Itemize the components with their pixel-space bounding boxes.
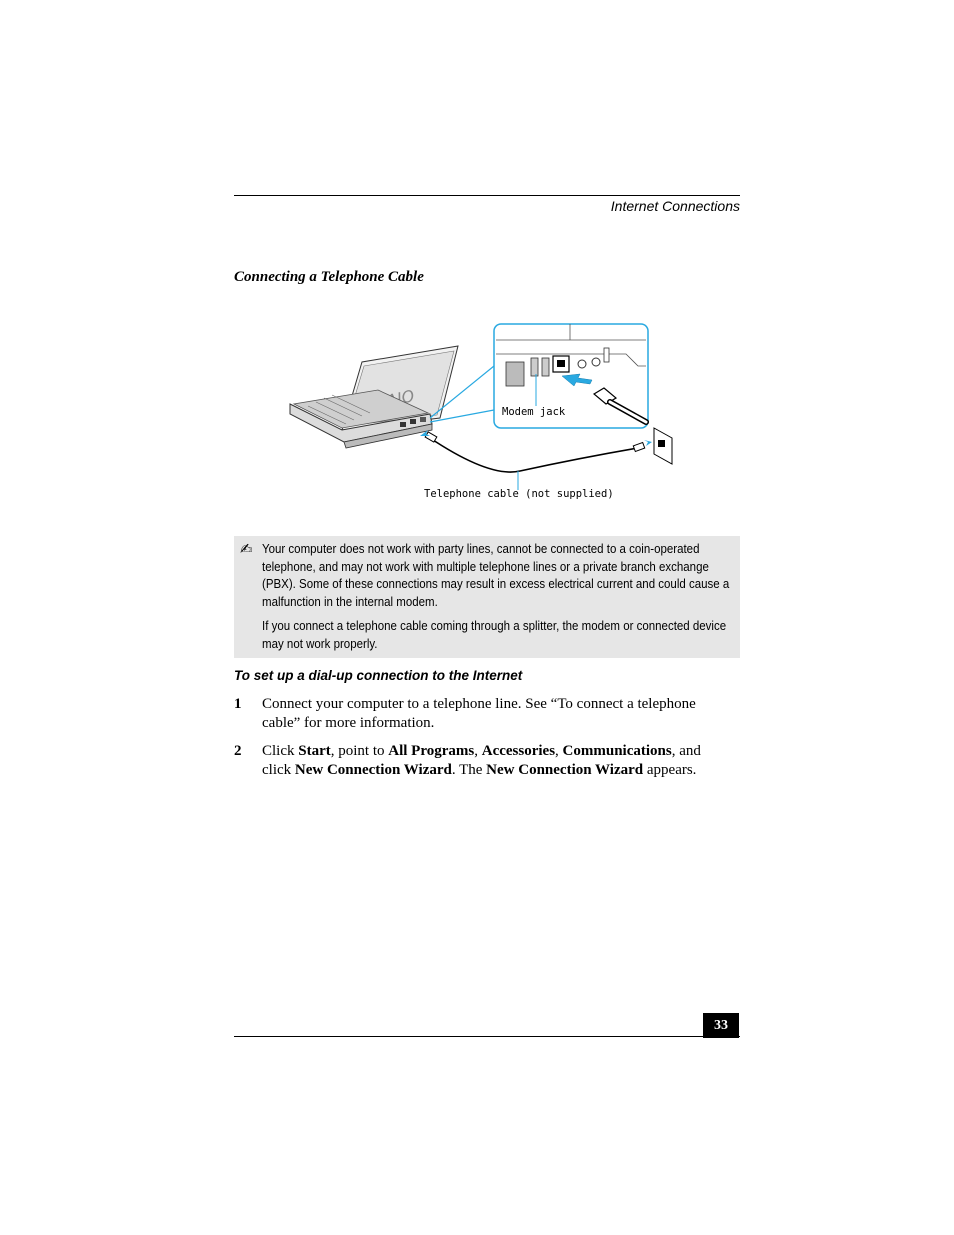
ui-term-all-programs: All Programs (388, 743, 475, 759)
footer-rule (234, 1036, 740, 1037)
step-text-part: Click (262, 743, 299, 759)
procedure-title: To set up a dial-up connection to the Internet (234, 668, 523, 683)
step-text-part: , point to (330, 743, 389, 759)
step-text-part: Connect your computer to a telephone line. See “To connect a telephone cable” for more information. (262, 696, 696, 731)
ui-term-communications: Communications (562, 743, 672, 759)
note-paragraph: Your computer does not work with party lines, cannot be connected to a coin-operated telephone, and may not work with multiple telephone lines or a private branch exchange (PBX). Some of these connections may result in excess electrical current and could cause a malfunction in the internal modem. (262, 542, 730, 609)
page-number: 33 (703, 1013, 739, 1038)
running-header: Internet Connections (610, 198, 740, 214)
note-pencil-icon: ✍ (240, 540, 253, 558)
ui-term-new-connection-wizard: New Connection Wizard (294, 762, 452, 778)
ui-term-accessories: Accessories (481, 743, 556, 759)
step-number: 1 (234, 696, 242, 712)
laptop-modem-diagram (280, 318, 680, 508)
section-title: Connecting a Telephone Cable (234, 269, 424, 285)
modem-jack-label: Modem jack (502, 406, 566, 418)
step-text-part: appears. (643, 762, 697, 778)
note-paragraph: If you connect a telephone cable coming through a splitter, the modem or connected device may not work properly. (262, 619, 727, 651)
telephone-cable-label: Telephone cable (not supplied) (424, 488, 614, 500)
step-text-part: . The (451, 762, 487, 778)
step-text (262, 695, 732, 733)
step-text (262, 742, 732, 780)
ui-term-new-connection-wizard: New Connection Wizard (486, 762, 644, 778)
note-box (234, 536, 740, 658)
step-number: 2 (234, 743, 242, 759)
step-text-part: , and click (262, 743, 701, 778)
step-text-part: , (555, 743, 563, 759)
step-text-part: , (474, 743, 482, 759)
telephone-cable-illustration (280, 318, 680, 508)
header-rule (234, 195, 740, 196)
ui-term-start: Start (298, 743, 331, 759)
